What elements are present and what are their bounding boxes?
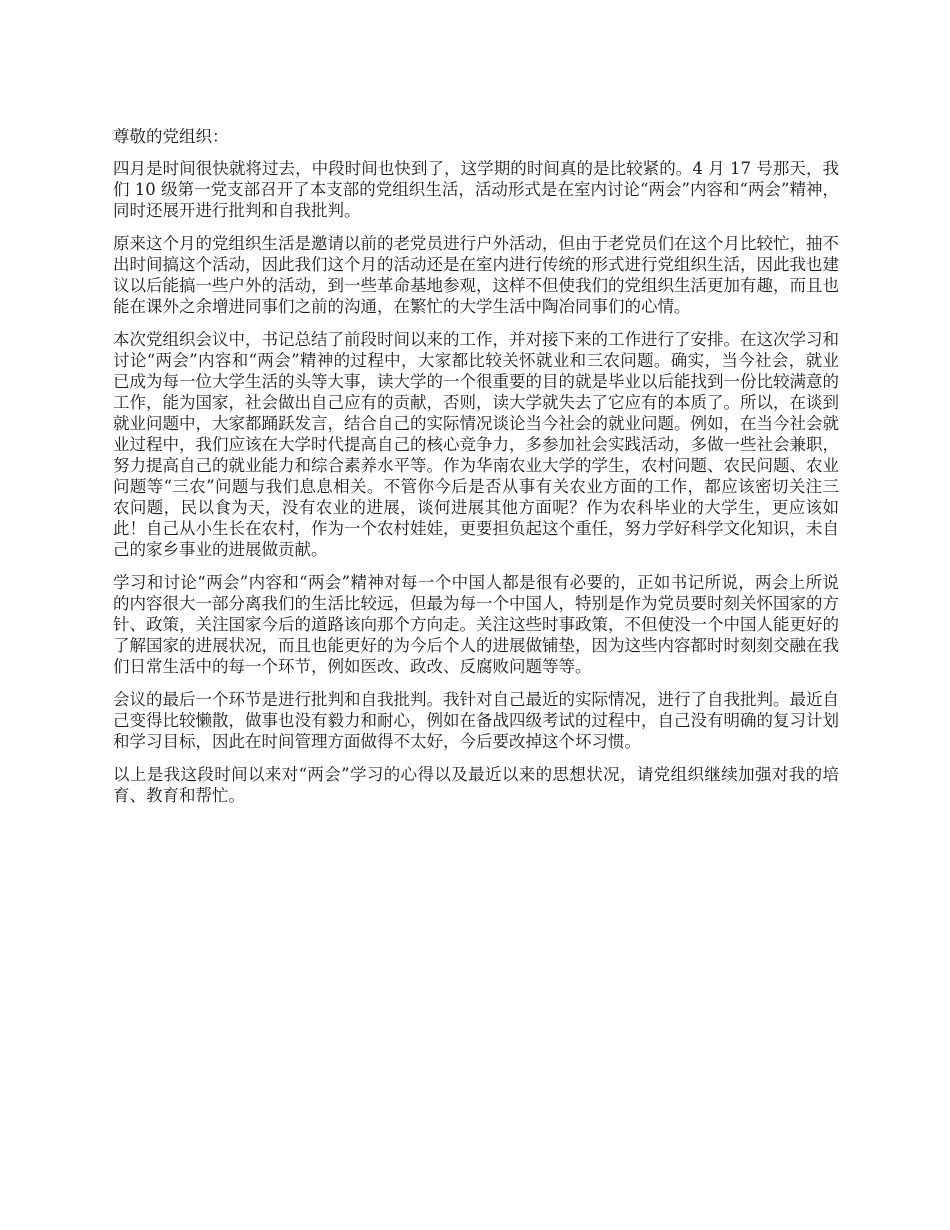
paragraph-5: 会议的最后一个环节是进行批判和自我批判。我针对自己最近的实际情况，进行了自我批判。最近自己变得比较懒散，做事也没有毅力和耐心，例如在备战四级考试的过程中，自己没有明确的复习计划和学习目标，因此在时间管理方面做得不太好，今后要改掉这个坏习惯。: [113, 690, 839, 751]
paragraph-2: 原来这个月的党组织生活是邀请以前的老党员进行户外活动，但由于老党员们在这个月比较忙，抽不出时间搞这个活动，因此我们这个月的活动还是在室内进行传统的形式进行党组织生活，因此我也建议以后能搞一些户外的活动，到一些革命基地参观，这样不但使我们的党组织生活更加有趣，而且也能在课外之余增进同事们之前的沟通，在繁忙的大学生活中陶冶同事们的心情。: [113, 234, 839, 316]
salutation: 尊敬的党组织：: [113, 127, 229, 146]
paragraph-3: 本次党组织会议中，书记总结了前段时间以来的工作，并对接下来的工作进行了安排。在这次学习和讨论“两会”内容和“两会”精神的过程中，大家都比较关怀就业和三农问题。确实，当今社会，就业已成为每一位大学生活的头等大事，读大学的一个很重要的目的就是毕业以后能找到一份比较满意的工作，能为国家，社会做出自己应有的贡献，否则，读大学就失去了它应有的本质了。所以，在谈到就业问题中，大家都踊跃发言，结合自己的实际情况谈论当今社会的就业问题。例如，在当今社会就业过程中，我们应该在大学时代提高自己的核心竞争力，多参加社会实践活动，多做一些社会兼职，努力提高自己的就业能力和综合素养水平等。作为华南农业大学的学生，农村问题、农民问题、农业问题等“三农”问题与我们息息相关。不管你今后是否从事有关农业方面的工作，都应该密切关注三农问题，民以食为天，没有农业的进展，谈何进展其他方面呢？作为农科毕业的大学生，更应该如此！自己从小生长在农村，作为一个农村娃娃，更要担负起这个重任，努力学好科学文化知识，未自己的家乡事业的进展做贡献。: [113, 330, 839, 559]
paragraph-1: 四月是时间很快就将过去，中段时间也快到了，这学期的时间真的是比较紧的。4 月 17 号那天，我们 10 级第一党支部召开了本支部的党组织生活，活动形式是在室内讨论“两会”内容和“两会”精神，同时还展开进行批判和自我批判。: [113, 159, 839, 220]
paragraph-6: 以上是我这段时间以来对“两会”学习的心得以及最近以来的思想状况，请党组织继续加强对我的培育、教育和帮忙。: [113, 765, 839, 805]
paragraph-4: 学习和讨论“两会”内容和“两会”精神对每一个中国人都是很有必要的，正如书记所说，两会上所说的内容很大一部分离我们的生活比较远，但最为每一个中国人，特别是作为党员要时刻关怀国家的方针、政策，关注国家今后的道路该向那个方向走。关注这些时事政策，不但使没一个中国人能更好的了解国家的进展状况，而且也能更好的为今后个人的进展做铺垫，因为这些内容都时时刻刻交融在我们日常生活中的每一个环节，例如医改、政改、反腐败问题等等。: [113, 573, 839, 676]
document-body: [113, 126, 839, 818]
